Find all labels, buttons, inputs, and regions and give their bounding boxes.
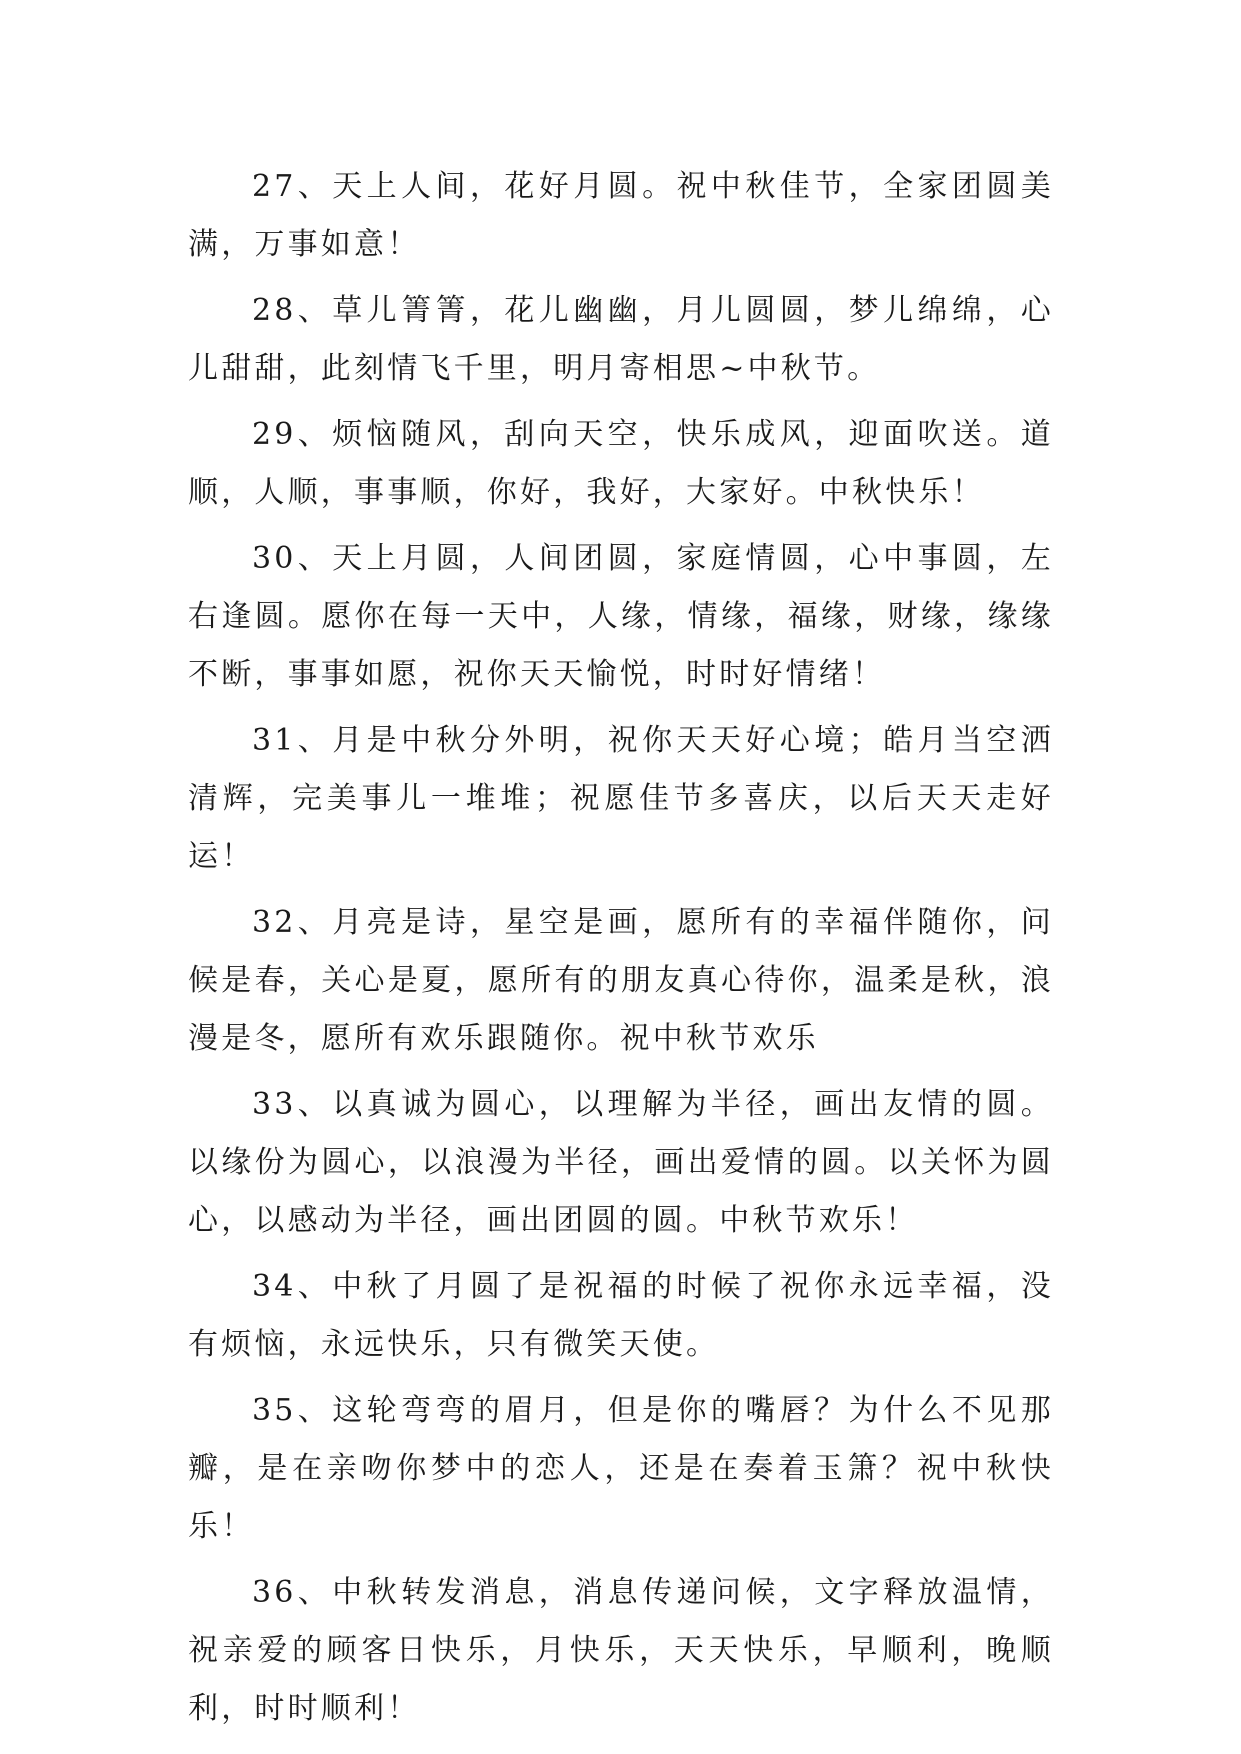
paragraph-29: 29、烦恼随风，刮向天空，快乐成风，迎面吹送。道顺，人顺，事事顺，你好，我好，大家好。中秋快乐！ [188,417,1054,510]
paragraph-27: 27、天上人间，花好月圆。祝中秋佳节，全家团圆美满，万事如意！ [188,169,1054,262]
paragraph-33: 33、以真诚为圆心，以理解为半径，画出友情的圆。以缘份为圆心，以浪漫为半径，画出爱情的圆。以关怀为圆心，以感动为半径，画出团圆的圆。中秋节欢乐！ [188,1087,1054,1238]
paragraph-28: 28、草儿箐箐，花儿幽幽，月儿圆圆，梦儿绵绵，心儿甜甜，此刻情飞千里，明月寄相思~中秋节。 [188,293,1054,386]
paragraph-32: 32、月亮是诗，星空是画，愿所有的幸福伴随你，问候是春，关心是夏，愿所有的朋友真心待你，温柔是秋，浪漫是冬，愿所有欢乐跟随你。祝中秋节欢乐 [188,905,1054,1056]
paragraph-31: 31、月是中秋分外明，祝你天天好心境；皓月当空洒清辉，完美事儿一堆堆；祝愿佳节多喜庆，以后天天走好运！ [188,723,1054,874]
paragraph-34: 34、中秋了月圆了是祝福的时候了祝你永远幸福，没有烦恼，永远快乐，只有微笑天使。 [188,1269,1054,1362]
paragraph-30: 30、天上月圆，人间团圆，家庭情圆，心中事圆，左右逢圆。愿你在每一天中，人缘，情缘，福缘，财缘，缘缘不断，事事如愿，祝你天天愉悦，时时好情绪！ [188,541,1054,692]
document-body [188,158,1054,1746]
paragraph-36: 36、中秋转发消息，消息传递问候，文字释放温情，祝亲爱的顾客日快乐，月快乐，天天快乐，早顺利，晚顺利，时时顺利！ [188,1575,1054,1726]
paragraph-35: 35、这轮弯弯的眉月，但是你的嘴唇？为什么不见那瓣，是在亲吻你梦中的恋人，还是在奏着玉箫？祝中秋快乐！ [188,1393,1054,1544]
